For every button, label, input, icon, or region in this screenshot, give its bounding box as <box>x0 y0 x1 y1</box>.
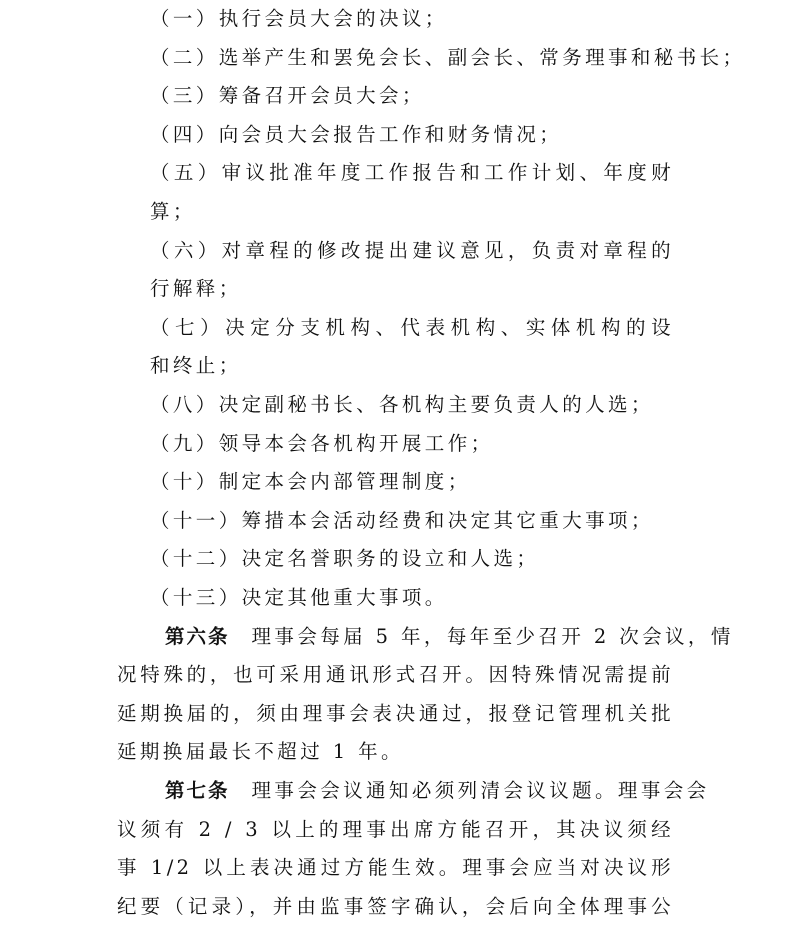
article-7-first-line <box>165 772 710 811</box>
article-6-text: 理事会每届 5 年，每年至少召开 2 次会议，情 <box>251 624 734 648</box>
list-item-6: （六）对章程的修改提出建议意见，负责对章程的 <box>150 238 674 262</box>
list-item-7-continued: 和终止； <box>150 354 242 378</box>
list-item-2: （二）选举产生和罢免会长、副会长、常务理事和秘书长； <box>150 45 746 69</box>
list-item-12: （十二）决定名誉职务的设立和人选； <box>150 547 540 571</box>
article-7-line-3: 事 1/2 以上表决通过方能生效。理事会应当对决议形 <box>117 856 674 880</box>
list-item-4: （四）向会员大会报告工作和财务情况； <box>150 122 563 146</box>
list-item-7: （七）决定分支机构、代表机构、实体机构的设 <box>150 315 674 339</box>
article-6-heading: 第六条 <box>165 624 230 648</box>
list-item-5: （五）审议批准年度工作报告和工作计划、年度财 <box>150 161 674 185</box>
article-6-line-2: 况特殊的，也可采用通讯形式召开。因特殊情况需提前 <box>117 663 674 687</box>
article-7-heading: 第七条 <box>165 779 230 802</box>
list-item-10: （十）制定本会内部管理制度； <box>150 470 471 494</box>
list-item-13: （十三）决定其他重大事项。 <box>150 586 448 609</box>
list-item-11: （十一）筹措本会活动经费和决定其它重大事项； <box>150 508 654 532</box>
article-7-line-2: 议须有 2 / 3 以上的理事出席方能召开，其决议须经 <box>117 817 674 841</box>
article-6-line-3: 延期换届的，须由理事会表决通过，报登记管理机关批 <box>117 701 674 725</box>
list-item-1: （一）执行会员大会的决议； <box>150 7 448 30</box>
article-6-first-line <box>165 618 734 657</box>
article-7-line-4: 纪要（记录），并由监事签字确认，会后向全体理事公 <box>117 894 674 918</box>
article-7-text: 理事会会议通知必须列清会议议题。理事会会 <box>251 779 710 802</box>
list-item-6-continued: 行解释； <box>150 277 242 301</box>
list-item-9: （九）领导本会各机构开展工作； <box>150 431 494 455</box>
list-item-5-continued: 算； <box>150 200 196 223</box>
article-6-line-4: 延期换届最长不超过 1 年。 <box>117 740 404 764</box>
list-item-8: （八）决定副秘书长、各机构主要负责人的人选； <box>150 393 654 416</box>
list-item-3: （三）筹备召开会员大会； <box>150 84 425 108</box>
